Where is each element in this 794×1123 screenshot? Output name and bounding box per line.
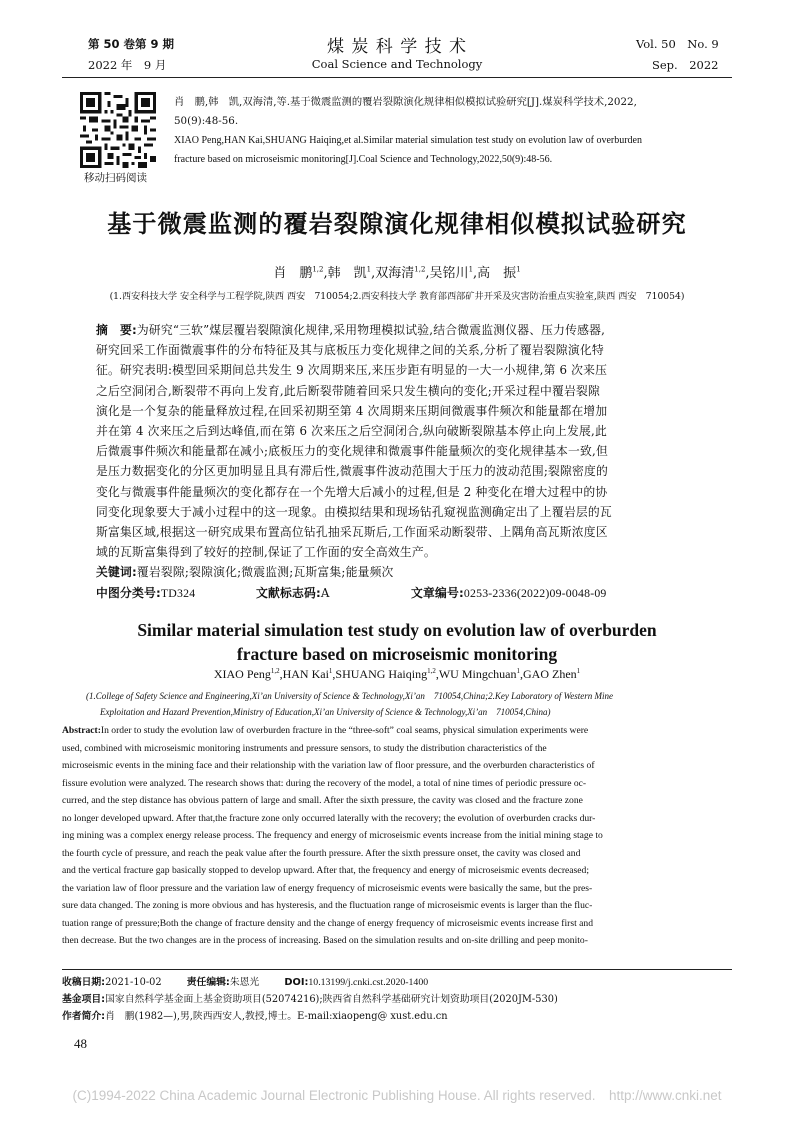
volume-issue-en: Vol. 50 No. 9	[636, 37, 719, 51]
author-en: XIAO Peng$^{1,2}$	[213, 667, 280, 681]
abstract-zh-line: 征。研究表明:模型回采期间总共发生 9 次周期来压,来压步距有明显的一大一小规律,第 6 次来压	[96, 363, 608, 378]
fund-line: 基金项目:国家自然科学基金面上基金资助项目(52074216);陕西省自然科学基础研究计划资助项目(2020JM-530)	[62, 994, 558, 1005]
abstract-zh-line: 斯富集区域,根据这一研究成果布置高位钻孔抽采瓦斯后,工作面采动断裂带、上隅角高瓦斯浓度区	[96, 525, 608, 540]
abstract-en-line: fissure evolution were analyzed. The research shows that: during the recovery of the model, a total of nine times of periodic pressure oc-	[62, 777, 587, 789]
abstract-zh	[96, 320, 706, 603]
abstract-zh-line: 同变化现象要大于减小过程中的这一现象。由模拟结果和现场钻孔窥视监测确定出了上覆岩层的瓦	[96, 504, 612, 519]
author-zh: 高 振$^1$	[477, 265, 521, 281]
author-zh: 韩 凯$^1$	[327, 265, 372, 281]
volume-issue-zh: 第 50 卷第 9 期	[88, 37, 175, 51]
cnki-watermark: (C)1994-2022 China Academic Journal Electronic Publishing House. All rights reserved. http://www.cnki.net	[72, 1088, 722, 1103]
title-en-line2: fracture based on microseismic monitoring	[236, 644, 558, 664]
abstract-en-line: used, combined with microseismic monitoring instruments and pressure sensors, to study the distribution characteristics of the	[62, 742, 547, 754]
abstract-zh-line: 演化是一个复杂的能量释放过程,在回采初期至第 4 次周期来压期间微震事件频次和能量都在增加	[96, 403, 608, 418]
abstract-zh-line: 之后空洞闭合,断裂带不再向上发育,此后断裂带随着回采只发生横向的变化;开采过程中覆岩裂隙	[96, 383, 600, 398]
journal-title-en: Coal Science and Technology	[311, 57, 483, 71]
author-en: HAN Kai$^1$	[282, 667, 333, 681]
keywords-zh: 关键词:覆岩裂隙;裂隙演化;微震监测;瓦斯富集;能量频次	[96, 565, 394, 580]
abstract-en-line: tuation range of pressure;Both the change of fracture density and the change of energy frequency of microseismic events increase first and	[62, 917, 594, 929]
abstract-en-line: sure data changed. The zoning is more obvious and has hysteresis, and the fluctuation range of microseismic events is larger than the fluc-	[62, 900, 593, 911]
abstract-zh-line: 是压力数据变化的分区更加明显且具有滞后性,微震事件波动范围大于压力的波动范围;裂隙密度的	[96, 464, 608, 479]
header-rule	[62, 77, 732, 78]
date-zh: 2022 年 9 月	[88, 58, 167, 72]
abstract-zh-label: 摘 要:	[96, 323, 137, 337]
abstract-en-line: Abstract:In order to study the evolution law of overburden fracture in the “three-soft” coal seams, physical simulation experiments were	[62, 725, 589, 736]
qr-caption: 移动扫码阅读	[84, 172, 147, 184]
abstract-en-line: the variation law of floor pressure and the variation law of energy frequency of microseismic events were basically the same, but the pres-	[62, 882, 593, 894]
abstract-zh-line: 并在第 4 次来压之后到达峰值,而在第 6 次来压之后空洞闭合,纵向破断裂隙基本停止向上发展,此	[96, 424, 607, 439]
footnote-rule	[62, 969, 732, 970]
authors-zh: 肖 鹏$^{1,2}$,韩 凯$^1$,双海清$^{1,2}$,吴铭川$^1$,高 振$^1$	[273, 265, 521, 281]
author-zh: 吴铭川$^1$	[429, 265, 474, 281]
author-en: WU Mingchuan$^1$	[438, 667, 520, 681]
abstract-zh-line: 摘 要:为研究“三软”煤层覆岩裂隙演化规律,采用物理模拟试验,结合微震监测仪器、压力传感器,	[96, 323, 606, 337]
affiliation-en	[86, 688, 726, 720]
abstract-en	[62, 722, 732, 950]
abstract-en-label: Abstract:	[62, 725, 101, 736]
author-bio-line: 作者简介:肖 鹏(1982—),男,陕西西安人,教授,博士。E-mail:xiaopeng@ xust.edu.cn	[62, 1011, 448, 1022]
author-en: SHUANG Haiqing$^{1,2}$	[335, 667, 436, 681]
title-en-line1: Similar material simulation test study on evolution law of overburden	[137, 620, 657, 640]
abstract-en-line: no longer developed upward. After that,the fracture zone only occurred laterally with the recovery; the evolution of overburden cracks dur-	[62, 812, 596, 824]
abstract-en-line: microseismic events in the mining face and their relationship with the variation law of floor pressure, and the overburden characteristics of	[62, 760, 595, 771]
abstract-zh-line: 研究回采工作面微震事件的分布特征及其与底板压力变化规律之间的关系,分析了覆岩裂隙演化特	[96, 343, 604, 358]
affiliation-zh: (1.西安科技大学 安全科学与工程学院,陕西 西安 710054;2.西安科技大学 教育部西部矿井开采及灾害防治重点实验室,陕西 西安 710054)	[109, 291, 685, 302]
author-zh: 肖 鹏$^{1,2}$	[273, 265, 324, 281]
citation-block	[174, 93, 734, 169]
date-en: Sep. 2022	[652, 58, 719, 72]
abstract-en-line: curred, and the step distance has obvious pattern of large and small. After the sixth pressure, the cavity was closed and the fracture zone	[62, 795, 583, 806]
journal-title-zh: 煤 炭 科 学 技 术	[326, 37, 468, 57]
citation-en-line2: fracture based on microseismic monitoring[J].Coal Science and Technology,2022,50(9):48-56.	[174, 154, 553, 165]
abstract-en-line: then decrease. But the two changes are in the process of increasing. Based on the simulation results and on-site drilling and peep monito-	[62, 935, 588, 946]
abstract-en-line: and the vertical fracture gap basically stopped to develop upward. After that, the frequency and energy of microseismic events decreased;	[62, 865, 590, 876]
abstract-en-line: the fourth cycle of pressure, and reach the peak value after the fourth pressure. After the sixth pressure onset, the cavity was closed and	[62, 847, 581, 859]
qr-code-icon[interactable]	[80, 92, 156, 168]
citation-zh-line1: 肖 鹏,韩 凯,双海清,等.基于微震监测的覆岩裂隙演化规律相似模拟试验研究[J].煤炭科学技术,2022,	[174, 96, 637, 108]
abstract-zh-line: 后微震事件频次和能量都在减小;底板压力的变化规律和微震事件能量频次的变化规律基本一致,但	[96, 444, 608, 459]
title-zh: 基于微震监测的覆岩裂隙演化规律相似模拟试验研究	[107, 210, 687, 238]
citation-en-line1: XIAO Peng,HAN Kai,SHUANG Haiqing,et al.Similar material simulation test study on evolution law of overburden	[174, 135, 642, 146]
page-number: 48	[74, 1036, 87, 1051]
affiliation-en-line2: Exploitation and Hazard Prevention,Ministry of Education,Xi’an University of Science & Technology,Xi’an 710054,China)	[100, 707, 551, 717]
author-zh: 双海清$^{1,2}$	[375, 265, 426, 281]
authors-en: XIAO Peng$^{1,2}$,HAN Kai$^1$,SHUANG Haiqing$^{1,2}$,WU Mingchuan$^1$,GAO Zhen$^1$	[213, 667, 581, 681]
abstract-zh-line: 变化与微震事件能量频次的变化都存在一个先增大后减小的过程,但是 2 种变化在增大过程中的协	[96, 484, 608, 499]
title-en	[0, 618, 794, 666]
received-line: 收稿日期:2021-10-02 责任编辑:朱恩光 DOI:10.13199/j.cnki.cst.2020-1400	[62, 977, 429, 988]
classification-line: 中图分类号:TD324 文献标志码:A 文章编号:0253-2336(2022)09-0048-09	[96, 585, 607, 600]
author-en: GAO Zhen$^1$	[523, 667, 581, 681]
abstract-zh-line: 域的瓦斯富集得到了较好的控制,保证了工作面的安全高效生产。	[96, 545, 436, 560]
abstract-en-line: ing mining was a complex energy release process. The frequency and energy of microseismic events increase from the initial mining stage to	[62, 830, 603, 841]
citation-zh-line2: 50(9):48-56.	[174, 115, 239, 127]
affiliation-en-line1: (1.College of Safety Science and Engineering,Xi’an University of Science & Technology,Xi’an 710054,China;2.Key Laboratory of Western Mine	[86, 691, 613, 701]
footnote-block	[62, 974, 742, 1025]
